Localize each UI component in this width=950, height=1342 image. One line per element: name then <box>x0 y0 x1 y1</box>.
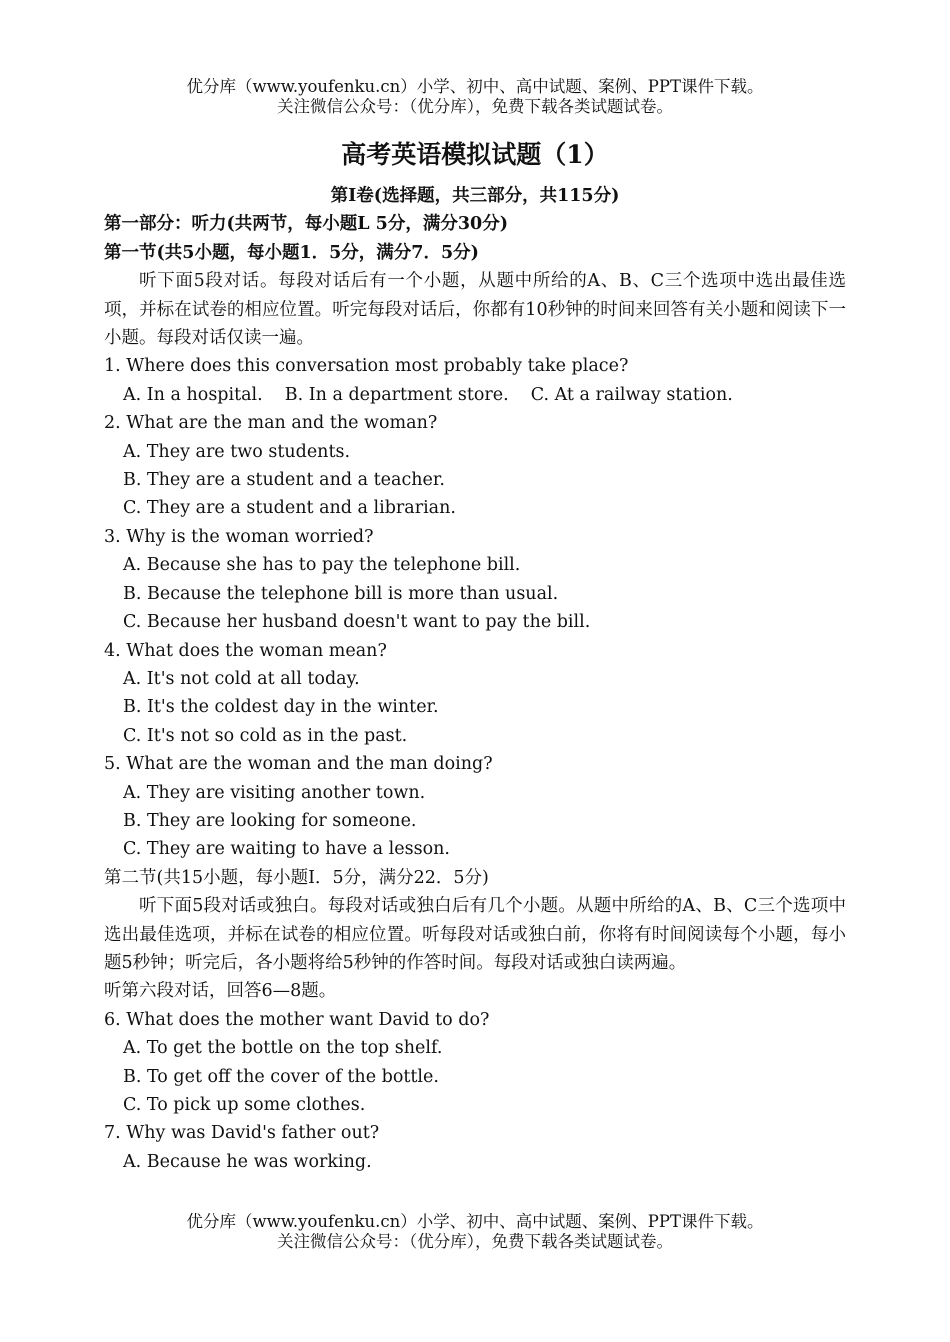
part1-heading: 第一部分：听力(共两节，每小题L 5分，满分30分) <box>104 214 508 235</box>
question-4: 4. What does the woman mean? <box>104 640 387 661</box>
q1-option-a: A. In a hospital. <box>123 384 263 405</box>
q5-option-a: A. They are visiting another town. <box>123 782 426 803</box>
question-1: 1. Where does this conversation most probably take place? <box>104 356 629 377</box>
q4-option-c: C. It's not so cold as in the past. <box>123 725 408 746</box>
q6-option-c: C. To pick up some clothes. <box>123 1095 366 1115</box>
volume-heading: 第I卷(选择题，共三部分，共115分) <box>330 186 620 206</box>
question-2: 2. What are the man and the woman? <box>104 413 438 434</box>
exam-content <box>104 138 846 1176</box>
q2-option-b: B. They are a student and a teacher. <box>123 470 445 491</box>
exam-title: 高考英语模拟试题（1） <box>341 140 609 169</box>
footer-line-1: 优分库（www.youfenku.cn）小学、初中、高中试题、案例、PPT课件下载。 <box>186 1212 764 1231</box>
question-3: 3. Why is the woman worried? <box>104 526 374 547</box>
q1-option-b: B. In a department store. <box>284 384 509 405</box>
dialogue-6-heading: 听第六段对话，回答6—8题。 <box>104 981 337 1002</box>
question-7: 7. Why was David's father out? <box>104 1123 380 1144</box>
page-header <box>0 77 950 117</box>
question-1-options <box>104 381 846 409</box>
section2-instructions: 听下面5段对话或独白。每段对话或独白后有几个小题。从题中所给的A、B、C三个选项中选出最佳选项，并标在试卷的相应位置。听每段对话或独白前，你将有时间阅读每个小题，每小题5秒钟；听完后，各小题将给5秒钟的作答时间。每段对话或独白读两遍。 <box>104 896 846 973</box>
section1-heading: 第一节(共5小题，每小题1．5分，满分7．5分) <box>104 242 479 263</box>
q2-option-c: C. They are a student and a librarian. <box>123 498 456 519</box>
question-5: 5. What are the woman and the man doing? <box>104 754 493 775</box>
q4-option-b: B. It's the coldest day in the winter. <box>123 697 439 718</box>
section1-instructions: 听下面5段对话。每段对话后有一个小题，从题中所给的A、B、C三个选项中选出最佳选项，并标在试卷的相应位置。听完每段对话后，你都有10秒钟的时间来回答有关小题和阅读下一小题。每段对话仅读一遍。 <box>104 271 846 349</box>
header-line-2: 关注微信公众号：（优分库），免费下载各类试题试卷。 <box>277 97 673 116</box>
q6-option-a: A. To get the bottle on the top shelf. <box>123 1038 443 1059</box>
q7-option-a: A. Because he was working. <box>123 1151 372 1172</box>
q4-option-a: A. It's not cold at all today. <box>123 668 360 689</box>
page-footer <box>0 1212 950 1252</box>
q3-option-a: A. Because she has to pay the telephone bill. <box>123 555 521 576</box>
q5-option-c: C. They are waiting to have a lesson. <box>123 839 450 860</box>
section2-heading: 第二节(共15小题，每小题I．5分，满分22．5分) <box>104 867 489 888</box>
q6-option-b: B. To get off the cover of the bottle. <box>123 1066 439 1087</box>
q3-option-b: B. Because the telephone bill is more than usual. <box>123 583 559 604</box>
q2-option-a: A. They are two students. <box>123 441 351 462</box>
q3-option-c: C. Because her husband doesn't want to pay the bill. <box>123 612 591 633</box>
q5-option-b: B. They are looking for someone. <box>123 810 417 831</box>
header-line-1: 优分库（www.youfenku.cn）小学、初中、高中试题、案例、PPT课件下载。 <box>186 77 764 96</box>
question-6: 6. What does the mother want David to do? <box>104 1009 490 1030</box>
footer-line-2: 关注微信公众号：（优分库），免费下载各类试题试卷。 <box>277 1232 673 1251</box>
q1-option-c: C. At a railway station. <box>530 384 733 405</box>
